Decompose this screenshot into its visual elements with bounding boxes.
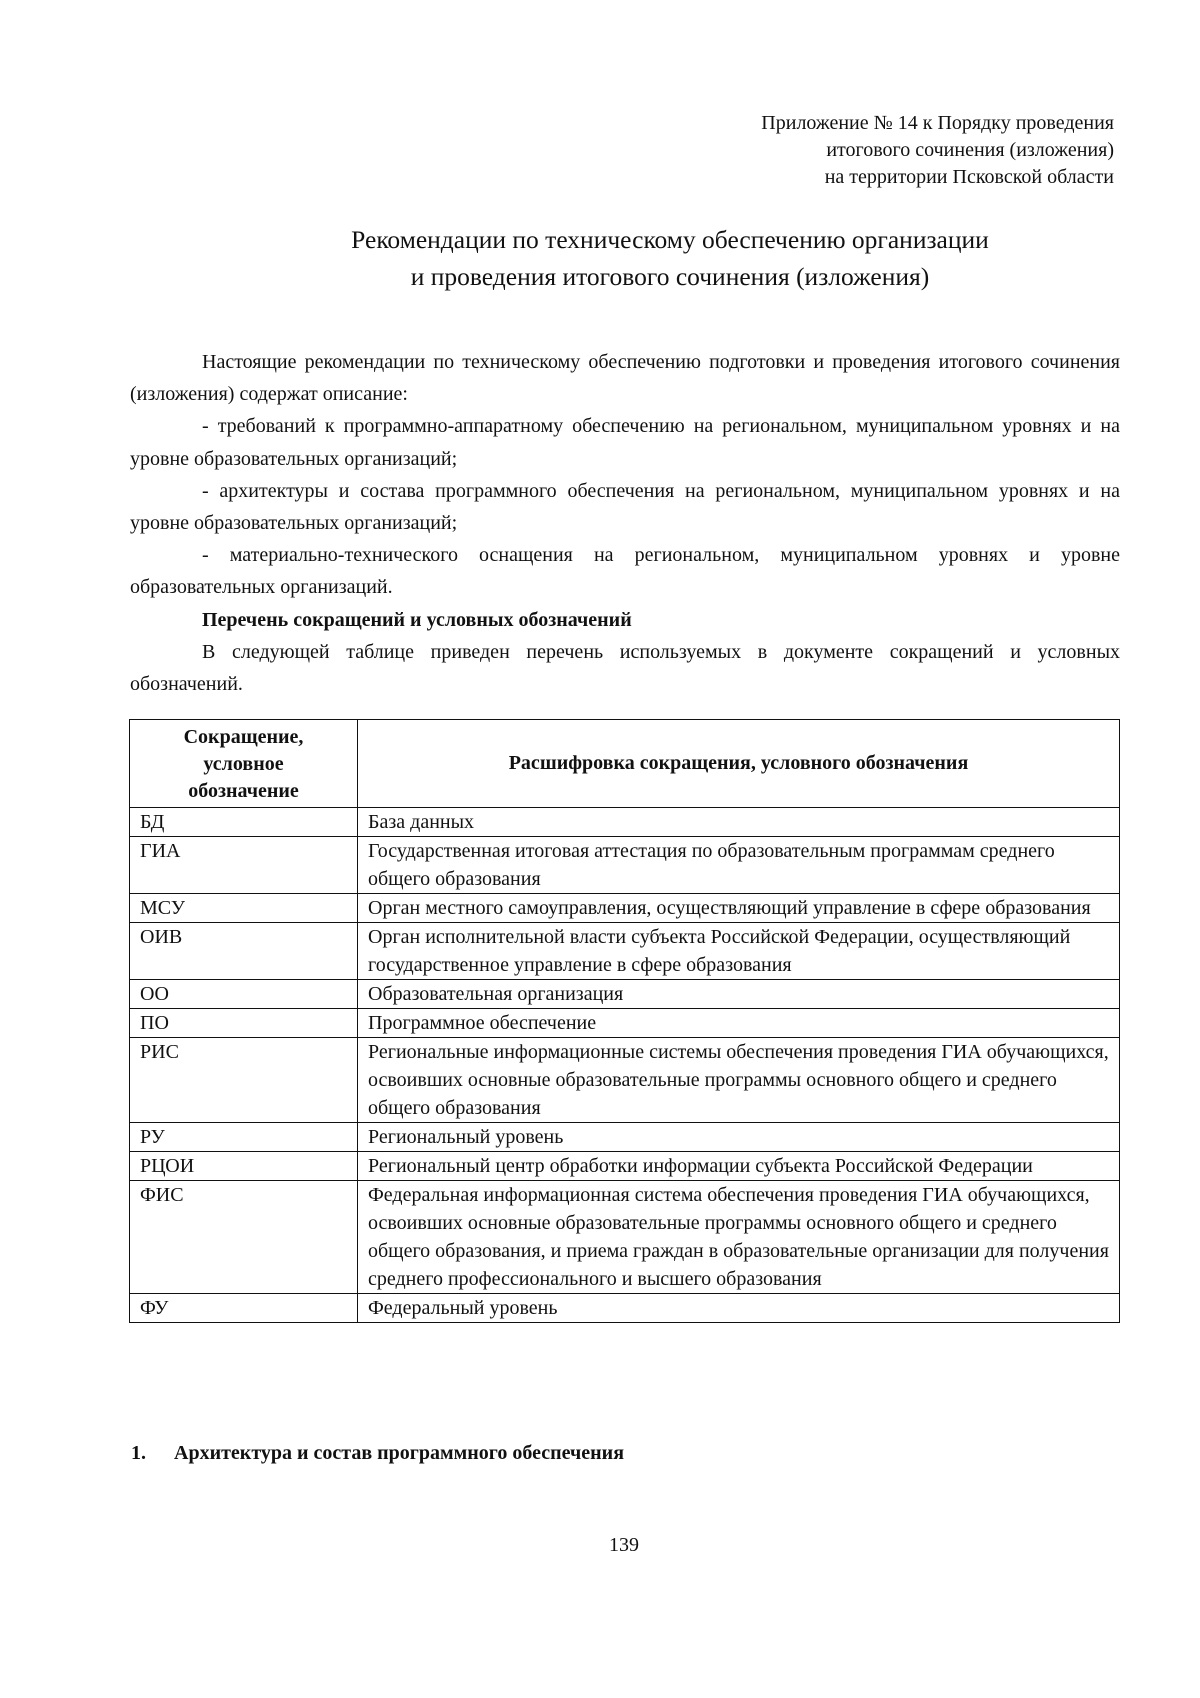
meaning-cell: База данных [358, 808, 1120, 837]
abbreviation-cell: ФУ [130, 1294, 358, 1323]
intro-list-item: - материально-технического оснащения на региональном, муниципальном уровнях и уровне образовательных организаций. [130, 544, 1120, 599]
meaning-cell: Региональные информационные системы обеспечения проведения ГИА обучающихся, освоивших основные образовательные программы основного общего и среднего общего образования [358, 1038, 1120, 1123]
title-line: и проведения итогового сочинения (изложения) [410, 262, 930, 291]
table-row [130, 837, 1120, 894]
abbreviation-cell: БД [130, 808, 358, 837]
intro-list-item: - требований к программно-аппаратному обеспечению на региональном, муниципальном уровнях и на уровне образовательных организаций; [130, 415, 1120, 470]
section-heading [131, 1442, 624, 1465]
intro-text [130, 346, 1120, 700]
abbreviation-cell: ПО [130, 1009, 358, 1038]
abbreviation-cell: РИС [130, 1038, 358, 1123]
table-row [130, 894, 1120, 923]
meaning-cell: Региональный уровень [358, 1123, 1120, 1152]
table-row [130, 1009, 1120, 1038]
abbreviation-cell: МСУ [130, 894, 358, 923]
abbreviation-cell: ГИА [130, 837, 358, 894]
section-title: Архитектура и состав программного обеспечения [174, 1442, 625, 1464]
section-number: 1. [131, 1442, 146, 1464]
meaning-cell: Государственная итоговая аттестация по образовательным программам среднего общего образования [358, 837, 1120, 894]
appendix-line: итогового сочинения (изложения) [826, 139, 1114, 161]
intro-paragraph: Настоящие рекомендации по техническому обеспечению подготовки и проведения итогового сочинения (изложения) содержат описание: [130, 351, 1120, 406]
table-row [130, 1294, 1120, 1323]
page-number: 139 [609, 1534, 639, 1556]
table-body [130, 808, 1120, 1323]
abbreviation-cell: ОО [130, 980, 358, 1009]
meaning-cell: Орган местного самоуправления, осуществляющий управление в сфере образования [358, 894, 1120, 923]
meaning-cell: Программное обеспечение [358, 1009, 1120, 1038]
appendix-reference [761, 110, 1114, 191]
title-line: Рекомендации по техническому обеспечению организации [351, 225, 989, 254]
column-header-meaning: Расшифровка сокращения, условного обозначения [358, 720, 1120, 808]
table-row [130, 980, 1120, 1009]
abbreviation-cell: РЦОИ [130, 1152, 358, 1181]
abbreviation-cell: ОИВ [130, 923, 358, 980]
meaning-cell: Региональный центр обработки информации субъекта Российской Федерации [358, 1152, 1120, 1181]
table-row [130, 808, 1120, 837]
abbreviation-cell: РУ [130, 1123, 358, 1152]
abbreviations-table [129, 719, 1120, 1323]
abbreviation-cell: ФИС [130, 1181, 358, 1294]
meaning-cell: Орган исполнительной власти субъекта Российской Федерации, осуществляющий государственное управление в сфере образования [358, 923, 1120, 980]
document-title [120, 221, 1200, 295]
table-row [130, 1181, 1120, 1294]
table-row [130, 1152, 1120, 1181]
appendix-line: на территории Псковской области [824, 166, 1114, 188]
intro-list-item: - архитектуры и состава программного обеспечения на региональном, муниципальном уровнях и на уровне образовательных организаций; [130, 479, 1120, 535]
column-header-abbreviation: Сокращение, условное обозначение [130, 720, 358, 808]
appendix-line: Приложение № 14 к Порядку проведения [761, 112, 1114, 134]
table-header-row [130, 720, 1120, 808]
abbreviations-heading: Перечень сокращений и условных обозначений [202, 608, 632, 631]
table-intro-paragraph: В следующей таблице приведен перечень используемых в документе сокращений и условных обозначений. [130, 640, 1120, 696]
meaning-cell: Образовательная организация [358, 980, 1120, 1009]
table-row [130, 923, 1120, 980]
meaning-cell: Федеральная информационная система обеспечения проведения ГИА обучающихся, освоивших основные образовательные программы основного общего и среднего общего образования, и приема граждан в образовательные организации для получения среднего профессионального и высшего образования [358, 1181, 1120, 1294]
table-row [130, 1038, 1120, 1123]
meaning-cell: Федеральный уровень [358, 1294, 1120, 1323]
table-row [130, 1123, 1120, 1152]
